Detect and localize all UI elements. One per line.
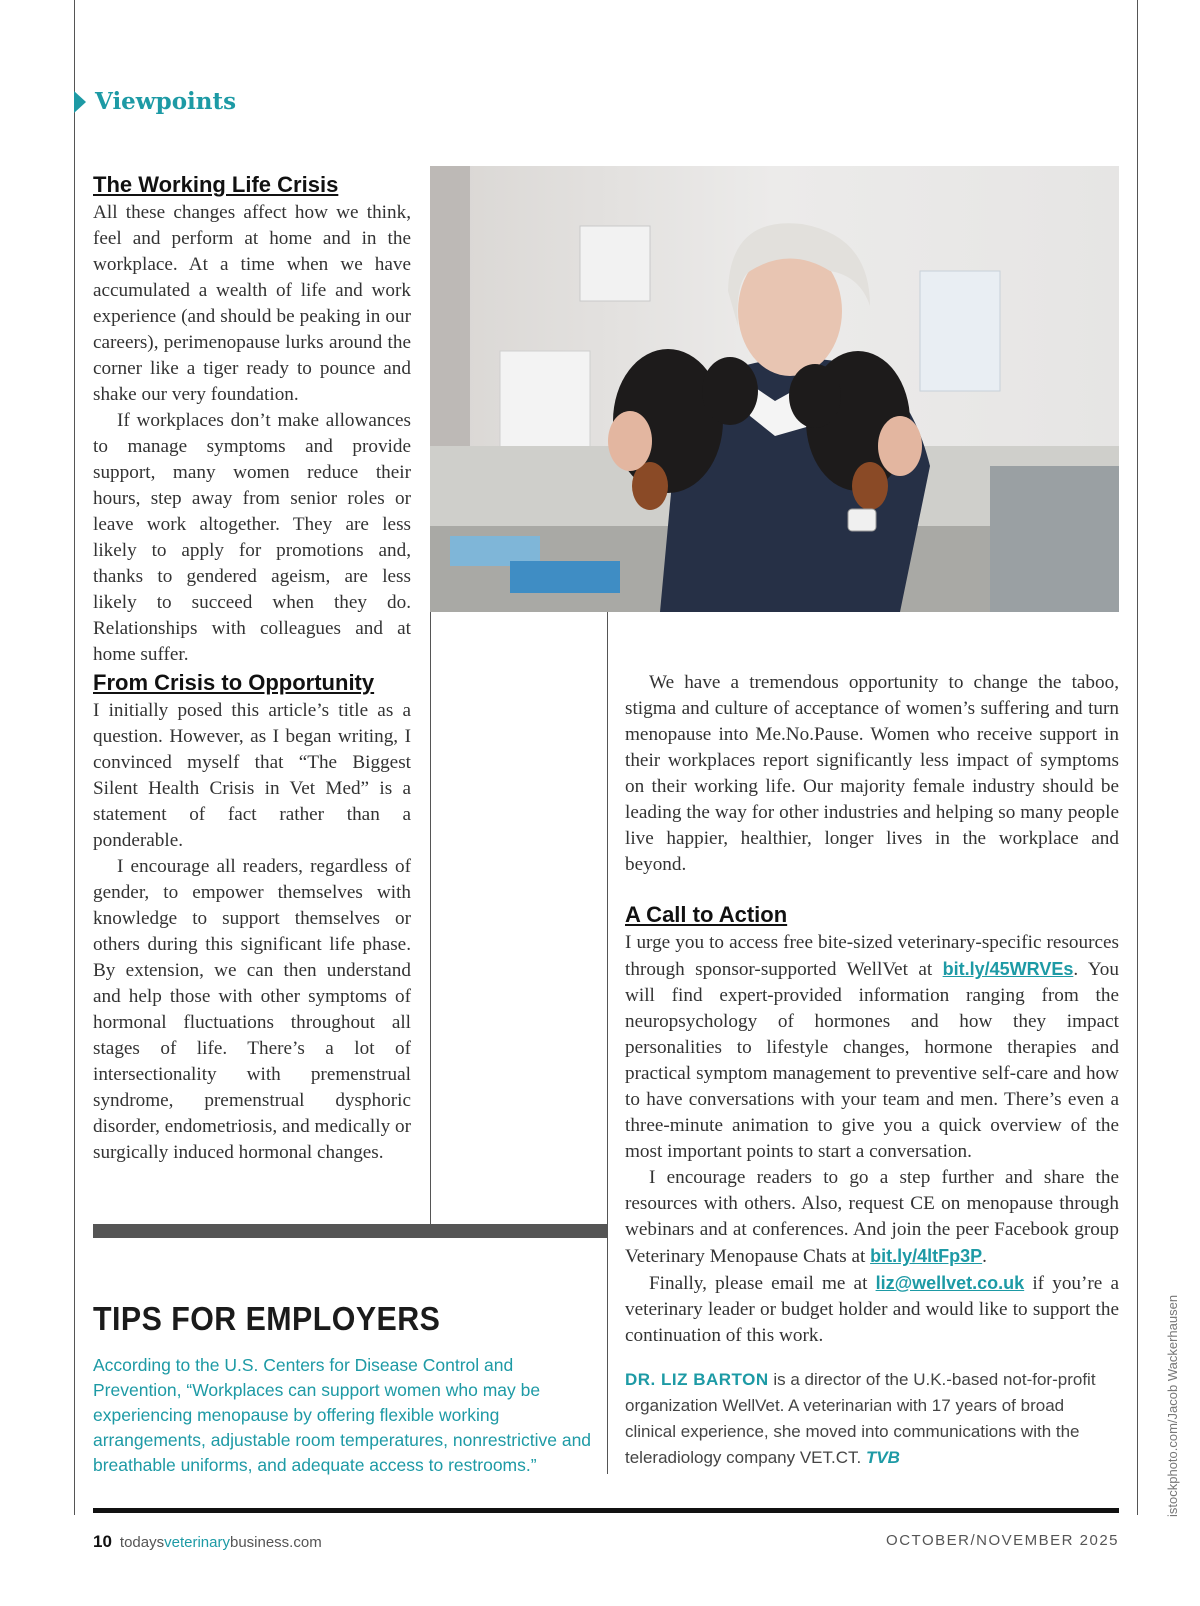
tips-title: TIPS FOR EMPLOYERS — [93, 1300, 441, 1337]
facebook-group-link[interactable]: bit.ly/4ltFp3P — [870, 1246, 983, 1266]
footer-rule — [93, 1508, 1119, 1513]
wellvet-resources-link[interactable]: bit.ly/45WRVEs — [942, 959, 1074, 979]
column-rule-left — [430, 612, 431, 1224]
left-column-top — [93, 172, 411, 668]
photo-credit — [1166, 1267, 1182, 1517]
paragraph-text: . You will find expert-provided information ranging from the neuropsychology of hormones and how they impact personalities to lifestyle changes, hormone therapies and practical symptom management to preventive self-care and how to have conversations with your team and men. There’s even a three-minute animation to give you a quick overview of the most important points to start a conversation. — [625, 959, 1119, 1162]
site-accent: veterinary — [164, 1534, 230, 1551]
paragraph — [625, 1270, 1119, 1349]
left-column-bottom — [93, 670, 411, 1166]
column-rule-right — [607, 612, 608, 1474]
section-tag — [74, 88, 236, 115]
tvb-logo: TVB — [865, 1448, 900, 1467]
author-bio — [625, 1367, 1119, 1471]
heading-crisis-to-opportunity: From Crisis to Opportunity — [93, 670, 375, 695]
vet-with-puppies-photo — [430, 166, 1119, 612]
heading-call-to-action — [625, 902, 1119, 928]
author-bio-text: is a director of the U.K.-based not-for-profit organization WellVet. A veterinarian with 17 years of broad clinical experience, she moved into communications with the teleradiology company VET.CT. — [625, 1370, 1096, 1467]
paragraph-text: . — [982, 1246, 987, 1267]
section-label: Viewpoints — [95, 88, 237, 115]
paragraph-text: I encourage readers to go a step further and share the resources with others. Also, request CE on menopause through webinars and at conferences. And join the peer Facebook group Veterinary Menopause Chats at — [625, 1167, 1119, 1267]
paragraph: I initially posed this article’s title as a question. However, as I began writing, I convinced myself that “The Biggest Silent Health Crisis in Vet Med” is a statement of fact rather than a ponderable. — [93, 700, 411, 851]
paragraph-text: Finally, please email me at — [649, 1273, 876, 1294]
heading-call-to-action-text: A Call to Action — [625, 902, 788, 927]
paragraph — [625, 1165, 1119, 1270]
paragraph: We have a tremendous opportunity to change the taboo, stigma and culture of acceptance of women’s suffering and turn menopause into Me.No.Pause. Women who receive support in their workplaces report significantly less impact of symptoms on their working life. Our majority female industry should be leading the way for other industries and helping so many people live happier, healthier, longer lives in the workplace and beyond. — [625, 672, 1119, 875]
paragraph: If workplaces don’t make allowances to manage symptoms and provide support, many women reduce their hours, step away from senior roles or leave work altogether. They are less likely to apply for promotions and, thanks to gendered ageism, are less likely to succeed when they do. Relationships with colleagues and at home suffer. — [93, 410, 411, 665]
tips-divider-bar — [93, 1224, 607, 1238]
footer-left — [93, 1532, 322, 1552]
page-number: 10 — [93, 1532, 112, 1551]
email-link[interactable]: liz@wellvet.co.uk — [875, 1273, 1025, 1293]
issue-date: OCTOBER/NOVEMBER 2025 — [886, 1532, 1119, 1549]
site-prefix: todays — [119, 1534, 165, 1551]
paragraph: I encourage all readers, regardless of gender, to empower themselves with knowledge to support themselves or others during this significant life phase. By extension, we can then understand and help those with other symptoms of hormonal fluctuations throughout all stages of life. There’s a lot of intersectionality with premenstrual syndrome, premenstrual dysphoric disorder, endometriosis, and medically or surgically induced hormonal changes. — [93, 856, 411, 1163]
triangle-icon — [74, 91, 86, 113]
right-column — [625, 670, 1119, 1471]
right-margin-rule — [1137, 0, 1138, 1515]
paragraph — [625, 930, 1119, 1165]
photo-illustration — [430, 166, 1119, 612]
photo-credit-text: istockphoto.com/Jacob Wackerhausen — [1165, 1294, 1180, 1517]
left-margin-rule — [74, 0, 75, 1515]
paragraph: All these changes affect how we think, feel and perform at home and in the workplace. At a time when we have accumulated a wealth of life and work experience (and should be peaking in our careers), perimenopause lurks around the corner like a tiger ready to pounce and shake our very foundation. — [93, 202, 411, 405]
author-name: DR. LIZ BARTON — [625, 1370, 769, 1389]
site-suffix: business.com — [229, 1534, 322, 1551]
heading-working-life-crisis: The Working Life Crisis — [93, 172, 339, 197]
paragraph-text: I urge you to access free bite-sized veterinary-specific resources through sponsor-supported WellVet at — [625, 932, 1119, 980]
tips-body: According to the U.S. Centers for Disease Control and Prevention, “Workplaces can support women who may be experiencing menopause by offering flexible working arrangements, adjustable room temperatures, nonrestrictive and breathable uniforms, and adequate access to restrooms.” — [93, 1355, 592, 1475]
paragraph-text: if you’re a veterinary leader or budget holder and would like to support the continuation of this work. — [625, 1273, 1119, 1346]
